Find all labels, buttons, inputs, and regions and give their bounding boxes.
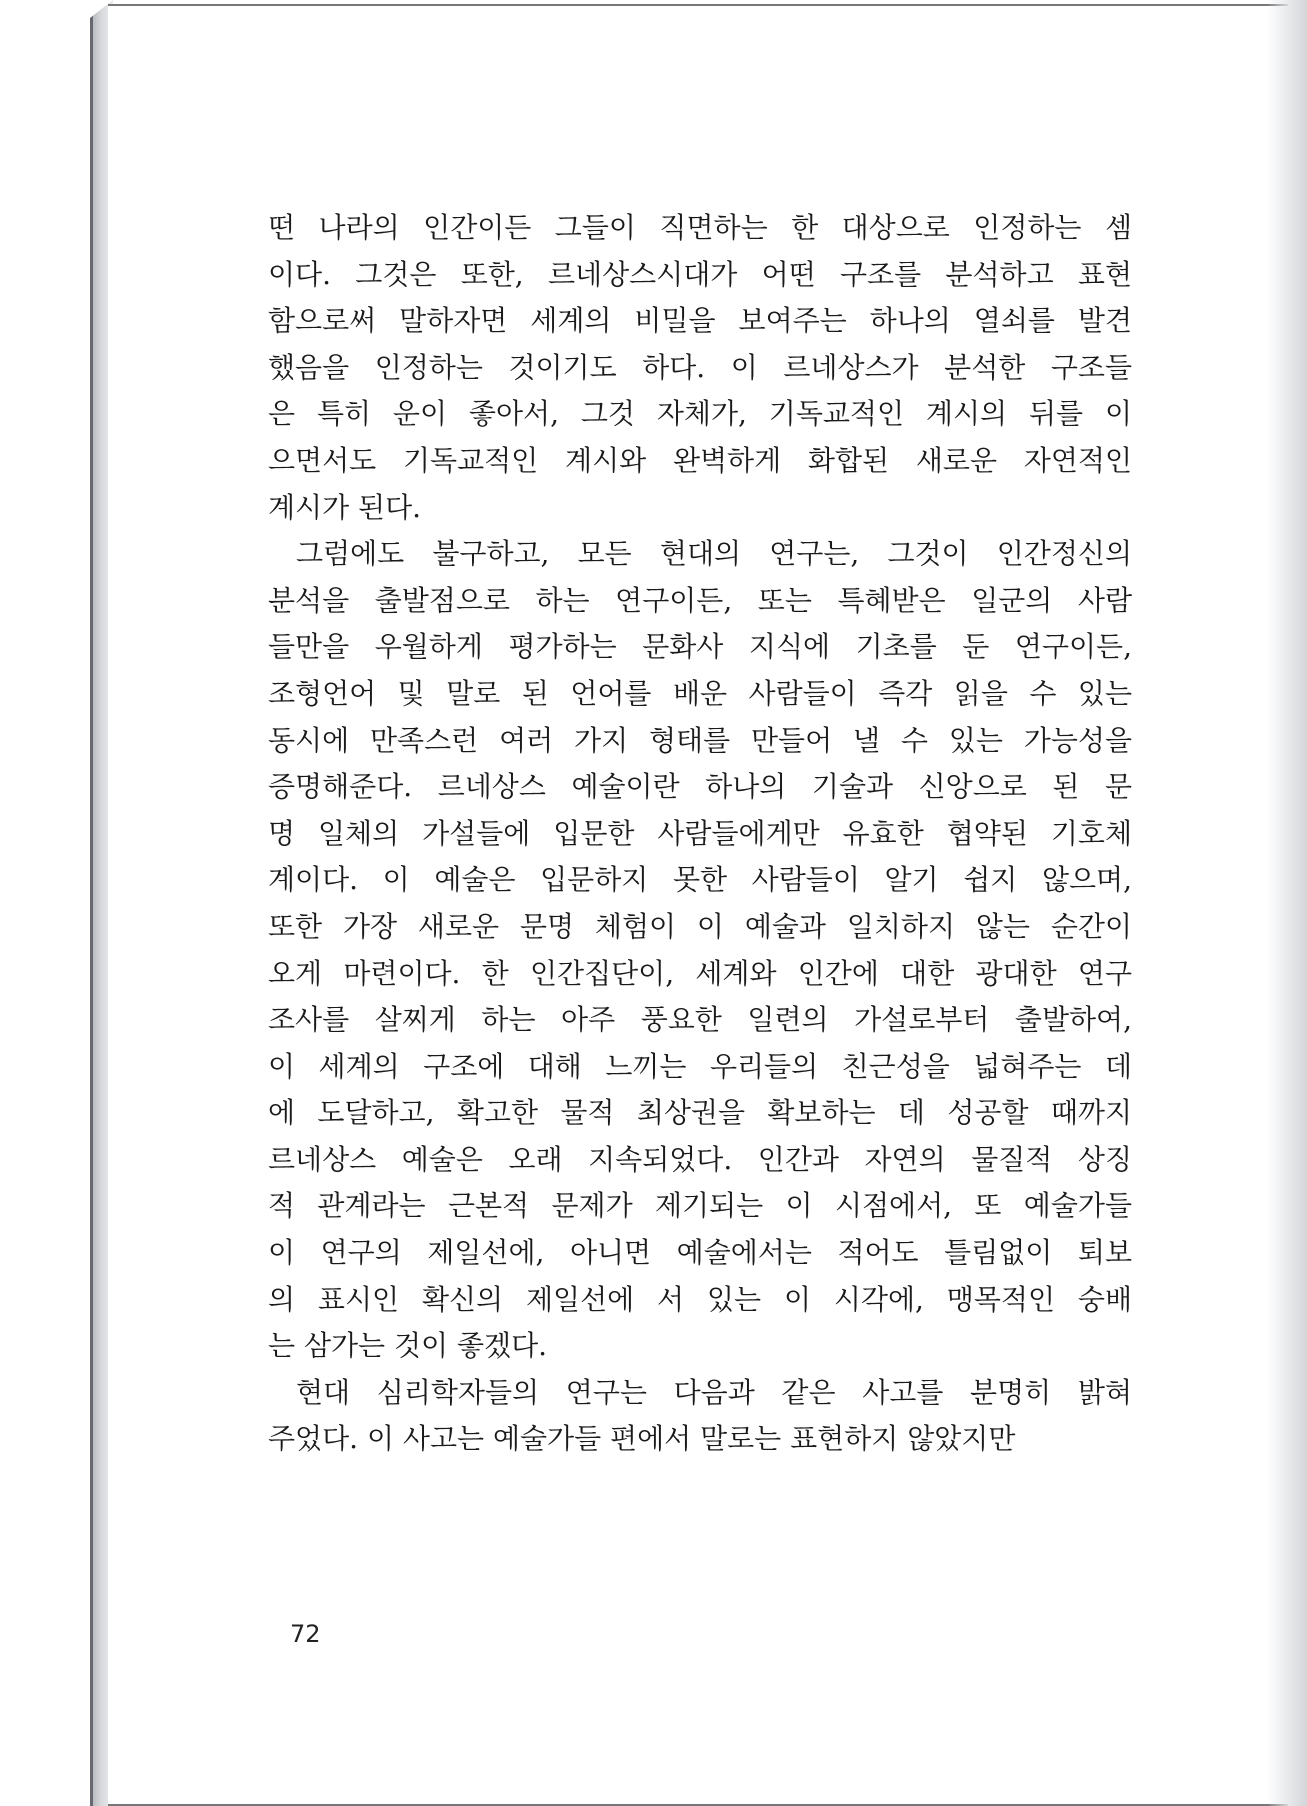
page-gutter-shadow <box>1267 0 1307 1806</box>
text-line: 주었다. 이 사고는 예술가들 편에서 말로는 표현하지 않았지만 <box>268 1422 1016 1456</box>
text-line: 계이다. 이 예술은 입문하지 못한 사람들이 알기 쉽지 않으며, <box>268 863 1132 897</box>
text-line: 분석을 출발점으로 하는 연구이든, 또는 특혜받은 일군의 사람 <box>268 583 1132 617</box>
text-line: 증명해준다. 르네상스 예술이란 하나의 기술과 신앙으로 된 문 <box>268 770 1132 804</box>
text-line: 의 표시인 확신의 제일선에 서 있는 이 시각에, 맹목적인 숭배 <box>268 1282 1132 1316</box>
text-line: 또한 가장 새로운 문명 체험이 이 예술과 일치하지 않는 순간이 <box>268 909 1132 943</box>
text-line: 했음을 인정하는 것이기도 하다. 이 르네상스가 분석한 구조들 <box>268 350 1132 384</box>
paragraph <box>268 531 1132 1370</box>
text-line: 이 세계의 구조에 대해 느끼는 우리들의 친근성을 넓혀주는 데 <box>268 1049 1132 1083</box>
text-line: 명 일체의 가설들에 입문한 사람들에게만 유효한 협약된 기호체 <box>268 816 1132 850</box>
text-line: 조사를 살찌게 하는 아주 풍요한 일련의 가설로부터 출발하여, <box>268 1003 1132 1037</box>
text-line: 이다. 그것은 또한, 르네상스시대가 어떤 구조를 분석하고 표현 <box>268 257 1132 291</box>
text-line: 떤 나라의 인간이든 그들이 직면하는 한 대상으로 인정하는 셈 <box>268 211 1132 244</box>
text-line: 조형언어 및 말로 된 언어를 배운 사람들이 즉각 읽을 수 있는 <box>268 676 1132 710</box>
text-line: 르네상스 예술은 오래 지속되었다. 인간과 자연의 물질적 상징 <box>268 1142 1132 1176</box>
text-line: 적 관계라는 근본적 문제가 제기되는 이 시점에서, 또 예술가들 <box>268 1189 1132 1223</box>
text-line: 으면서도 기독교적인 계시와 완벽하게 화합된 새로운 자연적인 <box>268 443 1132 477</box>
text-line: 함으로써 말하자면 세계의 비밀을 보여주는 하나의 열쇠를 발견 <box>268 304 1132 338</box>
page-number: 72 <box>290 1620 321 1648</box>
paragraph <box>268 1370 1132 1463</box>
body-text <box>268 205 1132 1463</box>
text-line: 계시가 된다. <box>268 490 422 524</box>
text-line: 동시에 만족스런 여러 가지 형태를 만들어 낼 수 있는 가능성을 <box>268 723 1132 757</box>
text-line: 은 특히 운이 좋아서, 그것 자체가, 기독교적인 계시의 뒤를 이 <box>268 397 1132 431</box>
paragraph <box>268 205 1132 531</box>
text-line: 는 삼가는 것이 좋겠다. <box>268 1329 548 1363</box>
text-line: 그럼에도 불구하고, 모든 현대의 연구는, 그것이 인간정신의 <box>296 537 1132 571</box>
text-line: 오게 마련이다. 한 인간집단이, 세계와 인간에 대한 광대한 연구 <box>268 956 1132 990</box>
text-line: 이 연구의 제일선에, 아니면 예술에서는 적어도 틀림없이 퇴보 <box>268 1236 1132 1270</box>
text-line: 들만을 우월하게 평가하는 문화사 지식에 기초를 둔 연구이든, <box>268 630 1132 664</box>
text-line: 현대 심리학자들의 연구는 다음과 같은 사고를 분명히 밝혀 <box>296 1375 1132 1409</box>
text-line: 에 도달하고, 확고한 물적 최상권을 확보하는 데 성공할 때까지 <box>268 1096 1132 1130</box>
